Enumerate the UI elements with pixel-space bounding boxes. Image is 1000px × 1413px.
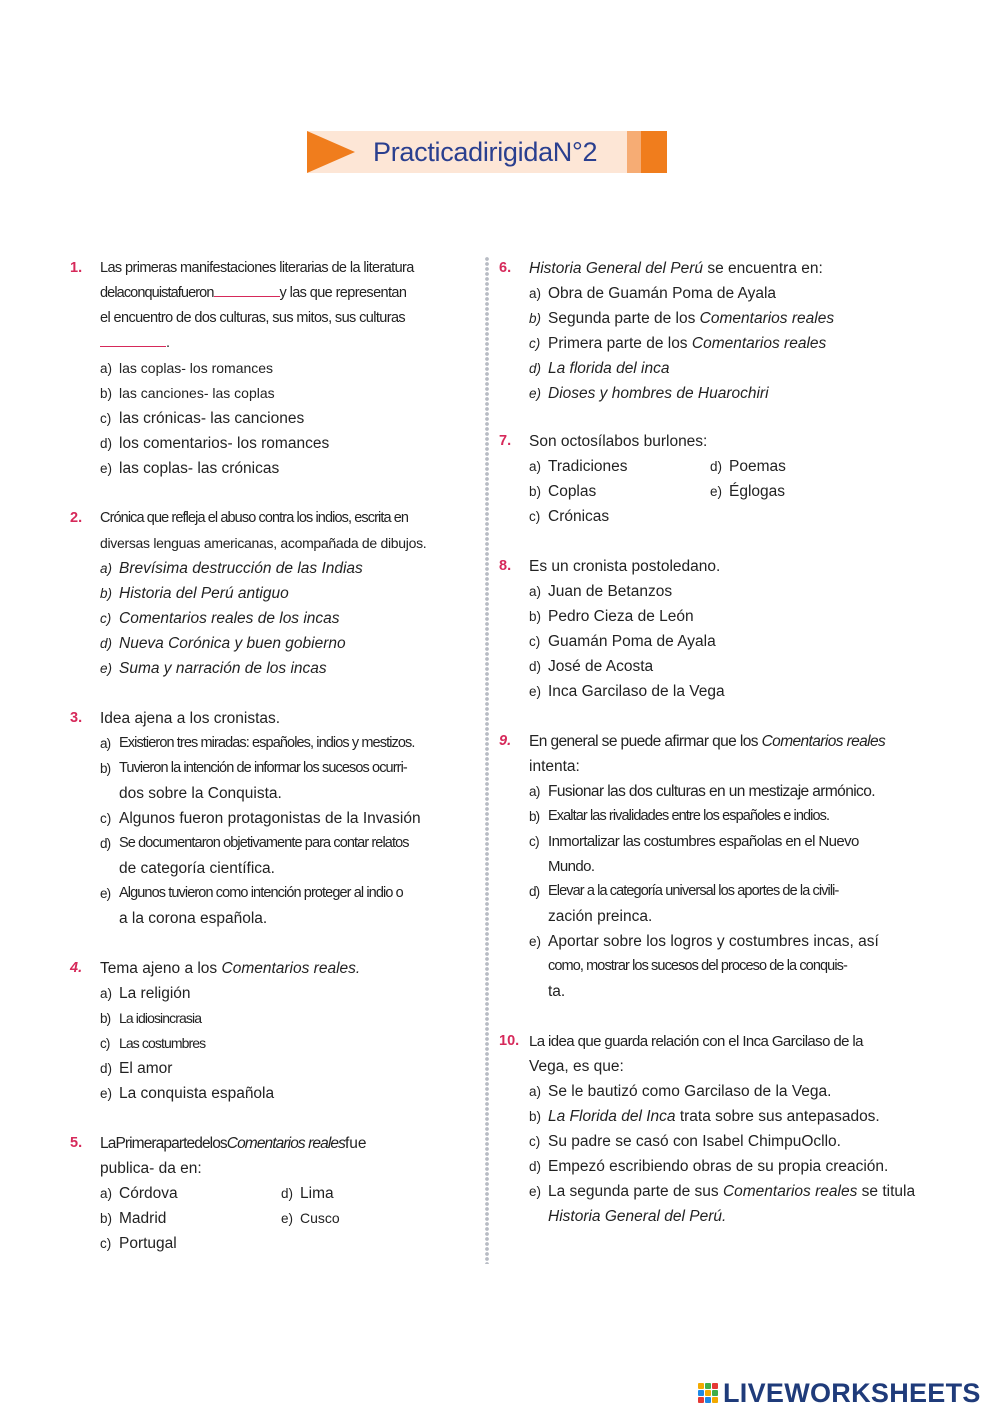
option-text-part: Comentarios reales: [722, 1183, 858, 1200]
question-stem: [100, 256, 478, 356]
option-text: Obra de Guamán Poma de Ayala: [548, 285, 777, 302]
option-text: dos sobre la Conquista.: [119, 785, 282, 802]
option-text-part: La segunda parte de sus: [548, 1183, 723, 1200]
option-text: [548, 1179, 939, 1204]
option-text: Tradiciones: [548, 458, 628, 475]
option-text: Fusionar las dos culturas en un mestizaje armónico.: [548, 783, 875, 800]
option-letter: a): [100, 986, 113, 1001]
option-row: [529, 479, 939, 504]
option-letter: e): [100, 661, 113, 676]
stem-line: Crónica que refleja el abuso contra los indios, escrita en: [100, 510, 409, 526]
option-letter: a): [100, 1186, 113, 1201]
option-letter: c): [100, 1236, 112, 1251]
question-stem: [529, 256, 939, 281]
option[interactable]: [100, 1056, 478, 1081]
liveworksheets-logo: [697, 1378, 981, 1408]
option-text: [548, 1108, 880, 1125]
question-number: 5.: [70, 1135, 83, 1151]
option-letter: d): [100, 1061, 113, 1076]
option[interactable]: [100, 1206, 281, 1231]
option-letter: c): [100, 411, 112, 426]
question-number: 1.: [70, 260, 83, 276]
answer-blank[interactable]: [214, 282, 280, 297]
option-letter: b): [529, 1109, 542, 1124]
question-number: 4.: [70, 960, 83, 976]
question-number: 6.: [499, 260, 512, 276]
option-text: Dioses y hombres de Huarochiri: [548, 385, 769, 402]
stem-text: y las que representan: [279, 285, 407, 301]
question-stem: Son octosílabos burlones:: [529, 433, 708, 450]
option[interactable]: [100, 556, 478, 581]
stem-line: [100, 281, 478, 306]
options: [100, 356, 478, 481]
option-letter: b): [529, 809, 540, 824]
question-stem: [100, 956, 478, 981]
arrow-icon: [307, 131, 355, 173]
option-letter: a): [529, 1084, 542, 1099]
stem-line: Vega, es que:: [529, 1058, 624, 1075]
option[interactable]: [100, 831, 478, 881]
column-divider: [483, 256, 491, 1264]
option-letter: e): [100, 461, 113, 476]
stem-line: [100, 1131, 478, 1156]
option-text: las crónicas- las canciones: [119, 410, 305, 427]
option-letter: b): [529, 609, 542, 624]
option-letter: e): [100, 1086, 113, 1101]
question-number: 3.: [70, 710, 83, 726]
option-letter: e): [281, 1211, 294, 1226]
option[interactable]: [529, 331, 939, 356]
stem-line: el encuentro de dos culturas, sus mitos, sus culturas: [100, 310, 406, 326]
stem-text: Historia General del Perú: [529, 260, 704, 277]
option-text: Pedro Cieza de León: [548, 608, 694, 625]
option-text: La religión: [119, 985, 191, 1002]
option-letter: b): [100, 1011, 111, 1026]
options: [529, 454, 939, 529]
option-text: Portugal: [119, 1235, 177, 1252]
option[interactable]: [529, 929, 939, 1004]
option-text: Brevísima destrucción de las Indias: [119, 560, 363, 577]
question-9: [499, 729, 939, 1004]
option[interactable]: [100, 631, 478, 656]
option[interactable]: [529, 306, 939, 331]
stem-text: En general se puede afirmar que los: [529, 733, 762, 750]
option[interactable]: [529, 454, 710, 479]
option[interactable]: [529, 381, 939, 406]
option-text: [548, 310, 834, 327]
option-text: Crónicas: [548, 508, 610, 525]
option[interactable]: [100, 606, 478, 631]
option-text: Églogas: [729, 483, 786, 500]
stem-line: La idea que guarda relación con el Inca Garcilaso de la: [529, 1033, 863, 1050]
stem-line: [529, 729, 939, 754]
option[interactable]: [100, 456, 478, 481]
stem-text: Comentarios reales: [761, 733, 886, 750]
question-7: [499, 429, 939, 529]
option[interactable]: [100, 406, 478, 431]
option-letter: c): [529, 634, 541, 649]
right-column: [499, 256, 939, 1229]
option-text: Poemas: [729, 458, 786, 475]
option[interactable]: [100, 581, 478, 606]
option-text: las canciones- las coplas: [119, 385, 275, 401]
option-text-part: Primera parte de los: [548, 335, 692, 352]
stem-text: se encuentra en:: [703, 260, 823, 277]
option[interactable]: [529, 629, 939, 654]
option-letter: c): [529, 1134, 541, 1149]
option-text: Guamán Poma de Ayala: [548, 633, 716, 650]
option-text: La conquista española: [119, 1085, 275, 1102]
option-text: José de Acosta: [548, 658, 654, 675]
option[interactable]: [100, 806, 478, 831]
option-text: las coplas- las crónicas: [119, 460, 280, 477]
option-letter: a): [100, 736, 111, 751]
option-letter: a): [529, 584, 542, 599]
option-text-part: Comentarios reales: [699, 310, 835, 327]
stem-text: Tema ajeno a los: [100, 960, 222, 977]
option-letter: c): [100, 1036, 110, 1051]
option-row: [529, 454, 939, 479]
options: [100, 1181, 478, 1256]
option[interactable]: [100, 881, 478, 931]
option-row: [100, 1206, 478, 1231]
option-letter: a): [529, 459, 542, 474]
option-letter: b): [100, 1211, 113, 1226]
option[interactable]: [529, 356, 939, 381]
option[interactable]: [529, 479, 710, 504]
option-text-part: Comentarios reales: [691, 335, 827, 352]
option-letter: d): [710, 459, 723, 474]
page-title: PracticadirigidaN°2: [373, 137, 598, 167]
option-letter: b): [100, 586, 113, 601]
option-row: [100, 1181, 478, 1206]
question-3: [70, 706, 478, 931]
option-text: El amor: [119, 1060, 173, 1077]
option[interactable]: [710, 454, 786, 479]
option-text: de categoría científica.: [119, 860, 275, 877]
option-letter: c): [100, 811, 112, 826]
stem-text: delaconquistafueron: [100, 285, 214, 301]
title-accent-bar-dark: [641, 131, 667, 173]
option[interactable]: [100, 756, 478, 806]
option-letter: b): [529, 484, 542, 499]
options: [529, 281, 939, 406]
option-text: La florida del inca: [548, 360, 670, 377]
option-letter: d): [100, 436, 113, 451]
option-text: Madrid: [119, 1210, 167, 1227]
option-letter: d): [529, 659, 542, 674]
option[interactable]: [100, 381, 478, 406]
question-number: 9.: [499, 733, 512, 749]
option-text: Córdova: [119, 1185, 178, 1202]
option-text-part: La Florida del Inca: [548, 1108, 676, 1125]
option[interactable]: [529, 779, 939, 804]
title-accent-bar-light: [627, 131, 641, 173]
option-text: Elevar a la categoría universal los aportes de la civili-: [548, 883, 839, 899]
option-text-part: Segunda parte de los: [548, 310, 700, 327]
option-letter: e): [710, 484, 723, 499]
answer-blank[interactable]: [100, 332, 166, 347]
question-10: [499, 1029, 939, 1229]
question-stem: [529, 1029, 939, 1079]
option-letter: e): [529, 386, 542, 401]
option-text: [548, 335, 826, 352]
option-text: Suma y narración de los incas: [119, 660, 327, 677]
option-letter: d): [529, 361, 542, 376]
stem-line: [100, 331, 478, 356]
option[interactable]: [529, 579, 939, 604]
option[interactable]: [529, 604, 939, 629]
option[interactable]: [100, 431, 478, 456]
option[interactable]: [529, 1104, 939, 1129]
option-letter: b): [100, 386, 113, 401]
option-letter: d): [529, 1159, 542, 1174]
option-text: las coplas- los romances: [119, 360, 274, 376]
option[interactable]: [529, 1179, 939, 1229]
stem-line: intenta:: [529, 758, 580, 775]
option[interactable]: [529, 1079, 939, 1104]
option[interactable]: [100, 1231, 478, 1256]
option-letter: e): [529, 684, 542, 699]
option[interactable]: [100, 656, 478, 681]
option-letter: a): [100, 361, 113, 376]
left-column: [70, 256, 478, 1256]
option-letter: d): [100, 636, 113, 651]
option-text: Las costumbres: [119, 1035, 206, 1051]
stem-text: LaPrimerapartedelos: [100, 1135, 227, 1152]
option-text: Nueva Corónica y buen gobierno: [119, 635, 346, 652]
stem-text: Comentarios reales.: [221, 960, 361, 977]
option-text-part: se titula: [857, 1183, 916, 1200]
option-text: Se documentaron objetivamente para contar relatos: [119, 835, 409, 851]
question-stem: [529, 729, 939, 779]
option-letter: c): [529, 336, 541, 351]
question-number: 2.: [70, 510, 83, 526]
option-text: La idiosincrasia: [119, 1010, 202, 1026]
option-letter: d): [529, 884, 540, 899]
question-4: [70, 956, 478, 1106]
option-letter: a): [100, 561, 113, 576]
option-text: Aportar sobre los logros y costumbres incas, así: [548, 933, 879, 950]
option-letter: b): [529, 311, 542, 326]
option-letter: a): [529, 286, 542, 301]
question-6: [499, 256, 939, 406]
option[interactable]: [100, 731, 478, 756]
brand-name: LIVEWORKSHEETS: [723, 1377, 981, 1408]
option[interactable]: [529, 804, 939, 829]
options: [100, 556, 478, 681]
option-text: Inca Garcilaso de la Vega: [548, 683, 725, 700]
option-text: Historia General del Perú.: [548, 1208, 727, 1225]
option-text: ta.: [548, 983, 566, 1000]
option[interactable]: [100, 356, 478, 381]
option-letter: d): [281, 1186, 294, 1201]
option-text: Existieron tres miradas: españoles, indios y mestizos.: [119, 735, 415, 751]
option-text: Empezó escribiendo obras de su propia creación.: [548, 1158, 889, 1175]
option[interactable]: [100, 1081, 478, 1106]
options: [100, 981, 478, 1106]
option-text: Algunos fueron protagonistas de la Invasión: [119, 810, 421, 827]
stem-text: fue: [345, 1135, 367, 1152]
option-letter: c): [529, 509, 541, 524]
question-number: 10.: [499, 1033, 520, 1049]
option-text: a la corona española.: [119, 910, 268, 927]
option-text: Tuvieron la intención de informar los sucesos ocurri-: [119, 760, 407, 776]
logo-grid-icon: [697, 1382, 719, 1404]
option[interactable]: [529, 829, 939, 879]
option[interactable]: [100, 1006, 478, 1031]
option-text: Algunos tuvieron como intención proteger al indio o: [119, 885, 403, 901]
option-letter: c): [529, 834, 540, 849]
option[interactable]: [100, 981, 478, 1006]
question-stem: Idea ajena a los cronistas.: [100, 710, 281, 727]
option-letter: d): [100, 836, 111, 851]
option[interactable]: [100, 1031, 478, 1056]
option[interactable]: [529, 654, 939, 679]
option[interactable]: [529, 281, 939, 306]
options: [529, 579, 939, 704]
option[interactable]: [529, 679, 939, 704]
option[interactable]: [529, 879, 939, 929]
option[interactable]: [281, 1206, 340, 1231]
option-text: Su padre se casó con Isabel ChimpuOcllo.: [548, 1133, 841, 1150]
question-1: [70, 256, 478, 481]
option-text: los comentarios- los romances: [119, 435, 330, 452]
option-letter: e): [100, 886, 111, 901]
question-2: [70, 506, 478, 681]
question-stem: [100, 1131, 478, 1181]
option[interactable]: [281, 1181, 334, 1206]
option-text: Se le bautizó como Garcilaso de la Vega.: [548, 1083, 832, 1100]
title-banner: [307, 131, 667, 173]
option[interactable]: [100, 1181, 281, 1206]
option-text: Comentarios reales de los incas: [119, 610, 340, 627]
option-text: Cusco: [300, 1210, 340, 1226]
option-text: Coplas: [548, 483, 597, 500]
question-number: 7.: [499, 433, 512, 449]
option[interactable]: [529, 1129, 939, 1154]
question-number: 8.: [499, 558, 512, 574]
options: [529, 1079, 939, 1229]
stem-line: diversas lenguas americanas, acompañada de dibujos.: [100, 535, 427, 551]
stem-text: .: [166, 335, 170, 351]
question-5: [70, 1131, 478, 1256]
option-letter: c): [100, 611, 112, 626]
option-text: Mundo.: [548, 858, 595, 875]
option-letter: b): [100, 761, 111, 776]
question-stem: [100, 506, 478, 556]
option-text: zación preinca.: [548, 908, 653, 925]
option-text: como, mostrar los sucesos del proceso de la conquis-: [548, 958, 847, 974]
option[interactable]: [529, 1154, 939, 1179]
options: [529, 779, 939, 1004]
options: [100, 731, 478, 931]
option-letter: a): [529, 784, 540, 799]
option-text: Inmortalizar las costumbres españolas en el Nuevo: [548, 833, 859, 850]
option-text: Juan de Betanzos: [548, 583, 673, 600]
option-letter: e): [529, 1184, 542, 1199]
stem-line: publica- da en:: [100, 1160, 202, 1177]
option-text-part: trata sobre sus antepasados.: [675, 1108, 880, 1125]
option[interactable]: [529, 504, 939, 529]
option[interactable]: [710, 479, 785, 504]
option-text: Exaltar las rivalidades entre los españoles e indios.: [548, 808, 830, 824]
option-letter: e): [529, 934, 542, 949]
question-stem: Es un cronista postoledano.: [529, 558, 721, 575]
stem-line: Las primeras manifestaciones literarias de la literatura: [100, 260, 414, 276]
question-8: [499, 554, 939, 704]
option-text: Lima: [300, 1185, 334, 1202]
stem-text: Comentarios reales: [226, 1135, 345, 1152]
option-text: Historia del Perú antiguo: [119, 585, 289, 602]
